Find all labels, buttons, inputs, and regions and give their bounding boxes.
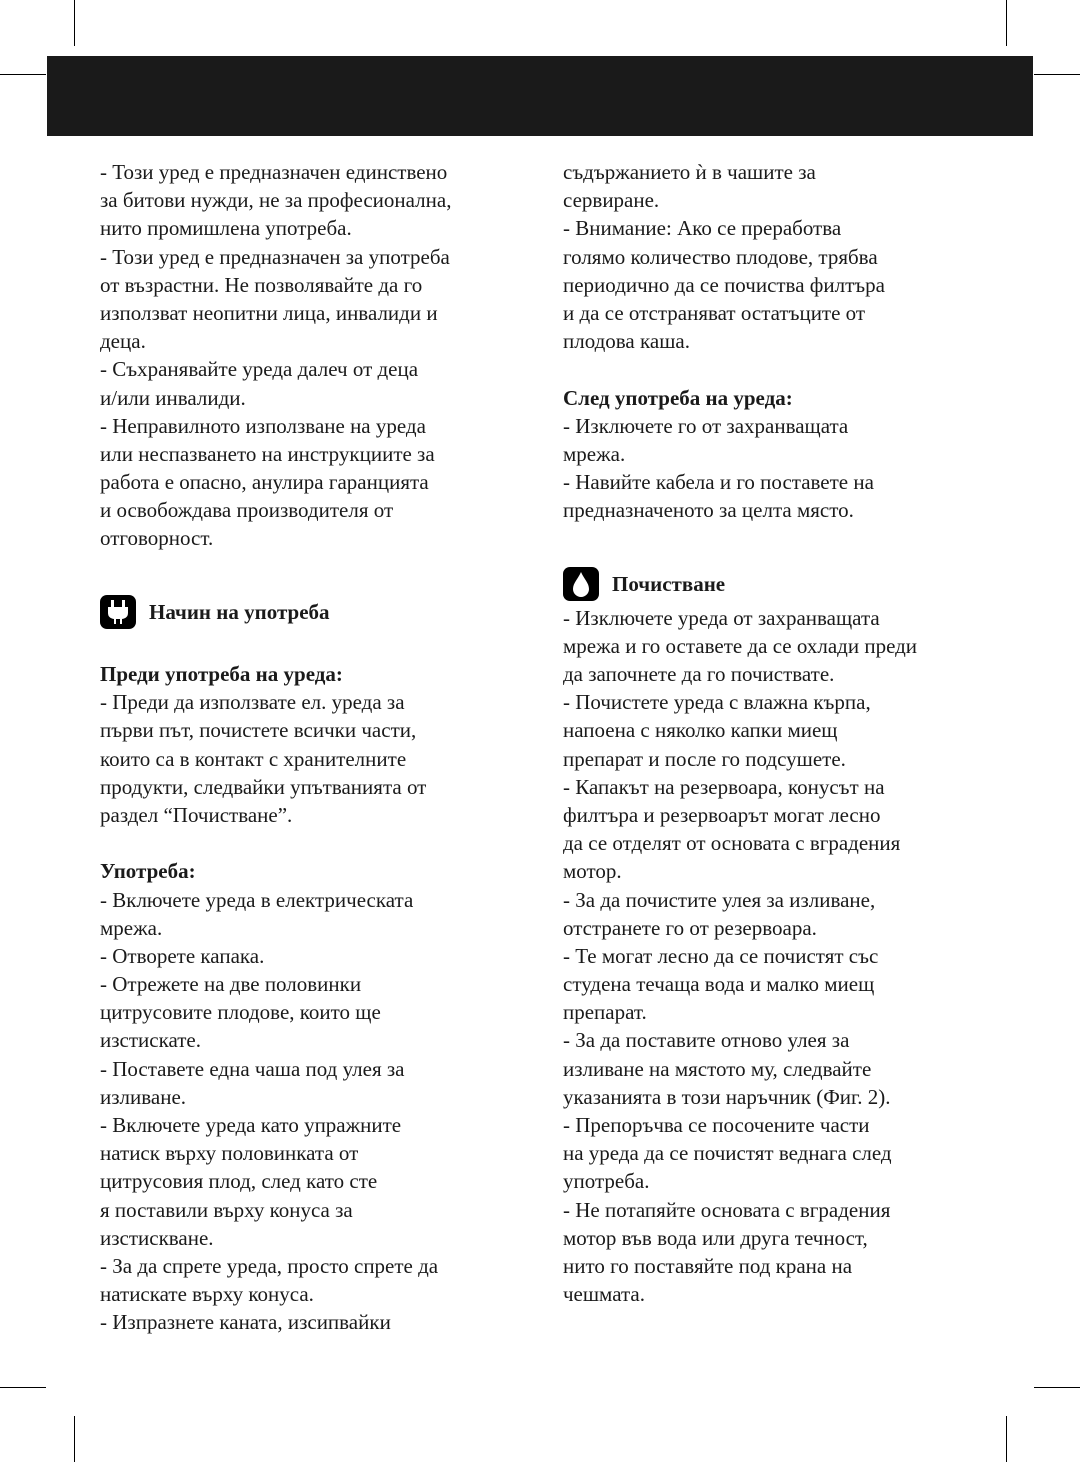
text-line: - Преди да използвате ел. уреда за — [100, 690, 405, 715]
continued-block — [563, 158, 993, 355]
text-line: студена течаща вода и малко миещ — [563, 972, 875, 997]
crop-mark — [1034, 74, 1080, 75]
text-line: - Внимание: Ако се преработва — [563, 216, 842, 241]
before-use-block — [100, 688, 530, 829]
cleaning-block — [563, 604, 993, 1309]
text-line: - За да почистите улея за изливане, — [563, 887, 876, 912]
text-line: или неспазването на инструкциите за — [100, 441, 435, 466]
text-line: и да се отстраняват остатъците от — [563, 300, 866, 325]
text-line: отговорност. — [100, 526, 214, 551]
after-use-block — [563, 412, 993, 525]
text-line: - За да спрете уреда, просто спрете да — [100, 1253, 439, 1278]
text-line: отстранете го от резервоара. — [563, 915, 817, 940]
section-title: Начин на употреба — [149, 599, 330, 624]
text-line: - Те могат лесно да се почистят със — [563, 943, 879, 968]
text-line: раздел “Почистване”. — [100, 802, 293, 827]
before-use-heading: Преди употреба на уреда: — [100, 662, 343, 686]
header-bar — [47, 56, 1033, 136]
text-line: изстискате. — [100, 1028, 202, 1053]
intro-block — [100, 158, 530, 553]
text-line: - Изключете го от захранващата — [563, 413, 849, 438]
text-line: чешмата. — [563, 1282, 645, 1307]
text-line: - Капакът на резервоара, конусът на — [563, 774, 885, 799]
text-line: - Почистете уреда с влажна кърпа, — [563, 690, 871, 715]
text-line: - Този уред е предназначен единствено — [100, 160, 448, 184]
text-line: препарат и после го подсушете. — [563, 746, 846, 771]
text-line: - Включете уреда в електрическата — [100, 887, 414, 912]
text-line: нито промишлена употреба. — [100, 216, 352, 241]
text-line: периодично да се почиства филтъра — [563, 272, 885, 297]
text-line: мрежа и го оставете да се охлади преди — [563, 633, 918, 658]
text-line: на уреда да се почистят веднага след — [563, 1141, 892, 1166]
text-line: изстискване. — [100, 1225, 214, 1250]
text-line: първи път, почистете всички части, — [100, 718, 417, 743]
section-title: Почистване — [612, 571, 726, 596]
text-line: я поставили върху конуса за — [100, 1197, 353, 1222]
text-line: сервиране. — [563, 188, 660, 213]
cleaning-section-header — [563, 567, 993, 601]
text-line: от възрастни. Не позволявайте да го — [100, 272, 423, 297]
text-line: употреба. — [563, 1169, 650, 1194]
crop-mark — [1006, 1416, 1007, 1462]
text-line: - Съхранявайте уреда далеч от деца — [100, 357, 419, 382]
usage-section-header — [100, 595, 530, 629]
text-line: - Изключете уреда от захранващата — [563, 605, 880, 630]
text-line: да започнете да го почиствате. — [563, 662, 835, 686]
text-line: които са в контакт с хранителните — [100, 746, 407, 771]
text-line: и освобождава производителя от — [100, 498, 394, 523]
text-line: - Поставете една чаша под улея за — [100, 1056, 405, 1081]
text-line: напоена с няколко капки миещ — [563, 718, 838, 743]
crop-mark — [74, 1416, 75, 1462]
text-line: да се отделят от основата с вградения — [563, 831, 901, 856]
text-line: указанията в този наръчник (Фиг. 2). — [563, 1084, 891, 1109]
text-line: - Този уред е предназначен за употреба — [100, 244, 450, 269]
text-line: за битови нужди, не за професионална, — [100, 188, 452, 213]
text-line: - Не потапяйте основата с вградения — [563, 1197, 891, 1222]
left-column — [100, 158, 530, 1337]
crop-mark — [1006, 0, 1007, 46]
crop-mark — [0, 74, 46, 75]
text-line: мрежа. — [563, 441, 626, 466]
use-block — [100, 886, 530, 1337]
text-line: цитрусовия плод, след като сте — [100, 1169, 378, 1194]
crop-mark — [0, 1387, 46, 1388]
text-line: цитрусовите плодове, които ще — [100, 1000, 381, 1025]
text-line: - Включете уреда като упражните — [100, 1113, 402, 1137]
text-line: работа е опасно, анулира гаранцията — [100, 470, 429, 495]
after-use-heading: След употреба на уреда: — [563, 385, 793, 410]
text-line: предназначеното за целта място. — [563, 498, 854, 523]
text-line: натиск върху половинката от — [100, 1141, 359, 1166]
plug-icon — [100, 595, 136, 629]
text-line: - Навийте кабела и го поставете на — [563, 470, 874, 495]
right-column — [563, 158, 993, 1308]
text-line: - Неправилното използване на уреда — [100, 413, 426, 438]
text-line: изливане. — [100, 1084, 187, 1109]
text-line: съдържанието ѝ в чашите за — [563, 160, 816, 184]
text-line: мрежа. — [100, 915, 163, 940]
text-line: мотор във вода или друга течност, — [563, 1225, 868, 1250]
text-line: продукти, следвайки упътванията от — [100, 774, 427, 799]
crop-mark — [1034, 1387, 1080, 1388]
text-line: мотор. — [563, 859, 622, 884]
text-line: - Отрежете на две половинки — [100, 972, 362, 997]
text-line: плодова каша. — [563, 329, 690, 354]
text-line: голямо количество плодове, трябва — [563, 244, 878, 269]
text-line: натискате върху конуса. — [100, 1282, 314, 1307]
text-line: и/или инвалиди. — [100, 385, 246, 410]
text-line: деца. — [100, 329, 146, 354]
text-line: - За да поставите отново улея за — [563, 1028, 850, 1053]
text-line: използват неопитни лица, инвалиди и — [100, 300, 438, 325]
text-line: - Препоръчва се посочените части — [563, 1113, 870, 1137]
text-line: - Изпразнете каната, изсипвайки — [100, 1310, 391, 1335]
text-line: филтъра и резервоарът могат лесно — [563, 802, 881, 827]
text-line: изливане на мястото му, следвайте — [563, 1056, 872, 1081]
text-line: препарат. — [563, 1000, 647, 1025]
text-line: нито го поставяйте под крана на — [563, 1253, 853, 1278]
text-line: - Отворете капака. — [100, 943, 265, 968]
crop-mark — [74, 0, 75, 46]
use-heading: Употреба: — [100, 859, 196, 884]
water-drop-icon — [563, 567, 599, 601]
